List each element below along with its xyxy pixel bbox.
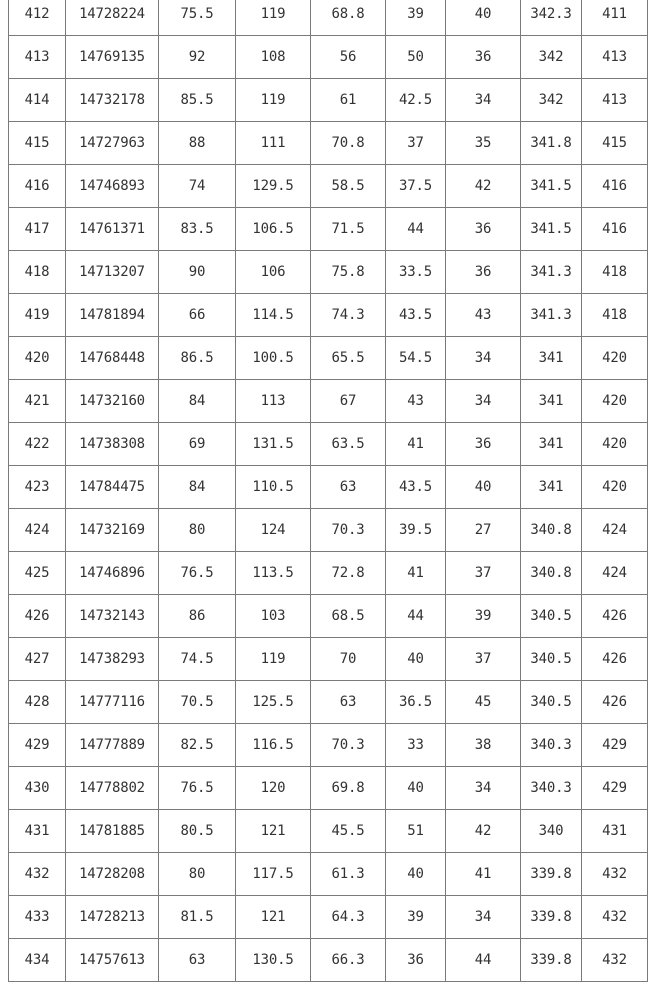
cell-score-2: 121	[236, 896, 311, 939]
cell-score-4: 54.5	[386, 337, 446, 380]
cell-score-1: 84	[159, 380, 236, 423]
cell-total-score: 341.3	[521, 294, 582, 337]
cell-score-2: 116.5	[236, 724, 311, 767]
cell-score-4: 50	[386, 36, 446, 79]
cell-score-2: 117.5	[236, 853, 311, 896]
cell-score-4: 36.5	[386, 681, 446, 724]
cell-score-3: 70.3	[311, 509, 386, 552]
cell-rank: 416	[582, 165, 648, 208]
cell-student-id: 14727963	[66, 122, 159, 165]
cell-score-1: 86.5	[159, 337, 236, 380]
cell-rank: 426	[582, 638, 648, 681]
cell-score-2: 113.5	[236, 552, 311, 595]
cell-score-4: 42.5	[386, 79, 446, 122]
table-row	[9, 853, 648, 896]
cell-rank: 413	[582, 36, 648, 79]
cell-row-number: 426	[9, 595, 66, 638]
cell-row-number: 427	[9, 638, 66, 681]
cell-total-score: 342	[521, 36, 582, 79]
table-row	[9, 896, 648, 939]
cell-score-5: 37	[446, 638, 521, 681]
table-row	[9, 810, 648, 853]
cell-score-5: 34	[446, 79, 521, 122]
cell-score-5: 34	[446, 896, 521, 939]
cell-rank: 429	[582, 724, 648, 767]
cell-score-1: 81.5	[159, 896, 236, 939]
cell-score-4: 40	[386, 767, 446, 810]
cell-student-id: 14732169	[66, 509, 159, 552]
cell-rank: 420	[582, 337, 648, 380]
cell-score-1: 69	[159, 423, 236, 466]
cell-total-score: 340.8	[521, 552, 582, 595]
cell-score-1: 63	[159, 939, 236, 982]
cell-total-score: 341.8	[521, 122, 582, 165]
cell-total-score: 341	[521, 380, 582, 423]
cell-student-id: 14732143	[66, 595, 159, 638]
cell-score-5: 37	[446, 552, 521, 595]
cell-score-1: 88	[159, 122, 236, 165]
table-row	[9, 423, 648, 466]
table-row	[9, 122, 648, 165]
cell-score-5: 34	[446, 337, 521, 380]
cell-row-number: 414	[9, 79, 66, 122]
cell-score-3: 69.8	[311, 767, 386, 810]
cell-score-3: 64.3	[311, 896, 386, 939]
cell-student-id: 14728224	[66, 0, 159, 36]
table-row	[9, 681, 648, 724]
cell-score-5: 36	[446, 36, 521, 79]
table-row	[9, 251, 648, 294]
cell-score-1: 92	[159, 36, 236, 79]
cell-row-number: 424	[9, 509, 66, 552]
table-row	[9, 638, 648, 681]
cell-score-2: 124	[236, 509, 311, 552]
cell-score-4: 39	[386, 896, 446, 939]
cell-rank: 429	[582, 767, 648, 810]
table-row	[9, 294, 648, 337]
cell-score-4: 41	[386, 423, 446, 466]
cell-total-score: 341	[521, 466, 582, 509]
cell-rank: 431	[582, 810, 648, 853]
cell-student-id: 14761371	[66, 208, 159, 251]
cell-row-number: 433	[9, 896, 66, 939]
cell-total-score: 341	[521, 423, 582, 466]
table-row	[9, 208, 648, 251]
cell-student-id: 14713207	[66, 251, 159, 294]
cell-total-score: 339.8	[521, 896, 582, 939]
cell-row-number: 422	[9, 423, 66, 466]
cell-row-number: 434	[9, 939, 66, 982]
score-table-container	[8, 0, 648, 982]
cell-score-2: 121	[236, 810, 311, 853]
cell-student-id: 14781885	[66, 810, 159, 853]
cell-rank: 413	[582, 79, 648, 122]
cell-rank: 420	[582, 380, 648, 423]
cell-score-3: 63	[311, 681, 386, 724]
table-body	[9, 0, 648, 982]
cell-student-id: 14777889	[66, 724, 159, 767]
table-row	[9, 79, 648, 122]
cell-score-1: 80	[159, 853, 236, 896]
cell-total-score: 340.3	[521, 767, 582, 810]
cell-score-1: 74.5	[159, 638, 236, 681]
cell-score-2: 111	[236, 122, 311, 165]
cell-rank: 432	[582, 853, 648, 896]
cell-student-id: 14757613	[66, 939, 159, 982]
cell-score-3: 72.8	[311, 552, 386, 595]
cell-score-4: 44	[386, 208, 446, 251]
cell-score-5: 43	[446, 294, 521, 337]
table-row	[9, 939, 648, 982]
cell-score-2: 114.5	[236, 294, 311, 337]
cell-score-3: 65.5	[311, 337, 386, 380]
cell-row-number: 416	[9, 165, 66, 208]
cell-rank: 420	[582, 423, 648, 466]
table-row	[9, 0, 648, 36]
cell-total-score: 340.5	[521, 681, 582, 724]
cell-score-3: 70.3	[311, 724, 386, 767]
table-row	[9, 767, 648, 810]
cell-score-4: 40	[386, 853, 446, 896]
cell-score-3: 70	[311, 638, 386, 681]
cell-student-id: 14732178	[66, 79, 159, 122]
cell-score-3: 68.5	[311, 595, 386, 638]
cell-total-score: 340.3	[521, 724, 582, 767]
cell-total-score: 340.5	[521, 595, 582, 638]
cell-total-score: 340.5	[521, 638, 582, 681]
cell-row-number: 413	[9, 36, 66, 79]
cell-score-3: 63	[311, 466, 386, 509]
cell-total-score: 339.8	[521, 853, 582, 896]
cell-score-1: 80	[159, 509, 236, 552]
cell-row-number: 419	[9, 294, 66, 337]
cell-score-1: 70.5	[159, 681, 236, 724]
cell-row-number: 431	[9, 810, 66, 853]
cell-score-3: 45.5	[311, 810, 386, 853]
cell-score-3: 58.5	[311, 165, 386, 208]
cell-score-1: 83.5	[159, 208, 236, 251]
cell-score-1: 90	[159, 251, 236, 294]
cell-total-score: 341.5	[521, 208, 582, 251]
cell-row-number: 423	[9, 466, 66, 509]
cell-score-5: 36	[446, 251, 521, 294]
cell-score-4: 36	[386, 939, 446, 982]
cell-score-2: 103	[236, 595, 311, 638]
table-row	[9, 380, 648, 423]
cell-score-1: 66	[159, 294, 236, 337]
cell-rank: 418	[582, 251, 648, 294]
cell-score-5: 34	[446, 767, 521, 810]
cell-total-score: 341	[521, 337, 582, 380]
cell-score-3: 74.3	[311, 294, 386, 337]
cell-score-1: 74	[159, 165, 236, 208]
cell-score-5: 36	[446, 208, 521, 251]
cell-score-2: 110.5	[236, 466, 311, 509]
cell-score-3: 70.8	[311, 122, 386, 165]
cell-score-2: 129.5	[236, 165, 311, 208]
cell-rank: 426	[582, 681, 648, 724]
cell-total-score: 340.8	[521, 509, 582, 552]
cell-score-2: 119	[236, 0, 311, 36]
cell-student-id: 14746896	[66, 552, 159, 595]
cell-student-id: 14728213	[66, 896, 159, 939]
cell-row-number: 428	[9, 681, 66, 724]
cell-score-2: 119	[236, 79, 311, 122]
cell-score-1: 82.5	[159, 724, 236, 767]
cell-row-number: 420	[9, 337, 66, 380]
cell-score-5: 34	[446, 380, 521, 423]
cell-rank: 432	[582, 896, 648, 939]
cell-score-5: 35	[446, 122, 521, 165]
cell-score-5: 39	[446, 595, 521, 638]
cell-rank: 415	[582, 122, 648, 165]
cell-score-4: 44	[386, 595, 446, 638]
cell-score-4: 43.5	[386, 466, 446, 509]
cell-score-5: 41	[446, 853, 521, 896]
cell-student-id: 14769135	[66, 36, 159, 79]
cell-total-score: 342	[521, 79, 582, 122]
cell-rank: 411	[582, 0, 648, 36]
cell-student-id: 14781894	[66, 294, 159, 337]
cell-student-id: 14728208	[66, 853, 159, 896]
table-row	[9, 36, 648, 79]
cell-score-5: 27	[446, 509, 521, 552]
cell-score-4: 39	[386, 0, 446, 36]
cell-score-1: 76.5	[159, 552, 236, 595]
cell-total-score: 340	[521, 810, 582, 853]
cell-rank: 432	[582, 939, 648, 982]
cell-score-1: 86	[159, 595, 236, 638]
cell-score-5: 44	[446, 939, 521, 982]
cell-score-2: 120	[236, 767, 311, 810]
cell-rank: 420	[582, 466, 648, 509]
cell-total-score: 341.3	[521, 251, 582, 294]
cell-score-1: 76.5	[159, 767, 236, 810]
cell-score-4: 33	[386, 724, 446, 767]
cell-score-3: 61.3	[311, 853, 386, 896]
cell-student-id: 14784475	[66, 466, 159, 509]
cell-score-5: 42	[446, 165, 521, 208]
cell-score-1: 85.5	[159, 79, 236, 122]
cell-row-number: 421	[9, 380, 66, 423]
cell-score-4: 43.5	[386, 294, 446, 337]
cell-score-4: 51	[386, 810, 446, 853]
cell-total-score: 342.3	[521, 0, 582, 36]
cell-rank: 416	[582, 208, 648, 251]
cell-score-2: 106.5	[236, 208, 311, 251]
cell-student-id: 14777116	[66, 681, 159, 724]
table-row	[9, 466, 648, 509]
cell-row-number: 417	[9, 208, 66, 251]
cell-score-5: 42	[446, 810, 521, 853]
cell-score-2: 131.5	[236, 423, 311, 466]
cell-score-5: 36	[446, 423, 521, 466]
cell-rank: 424	[582, 509, 648, 552]
cell-score-3: 66.3	[311, 939, 386, 982]
cell-score-5: 45	[446, 681, 521, 724]
cell-student-id: 14778802	[66, 767, 159, 810]
cell-score-3: 75.8	[311, 251, 386, 294]
table-row	[9, 552, 648, 595]
cell-rank: 426	[582, 595, 648, 638]
cell-student-id: 14768448	[66, 337, 159, 380]
cell-row-number: 429	[9, 724, 66, 767]
cell-score-2: 100.5	[236, 337, 311, 380]
cell-score-4: 37	[386, 122, 446, 165]
cell-score-2: 113	[236, 380, 311, 423]
cell-score-3: 61	[311, 79, 386, 122]
cell-score-4: 41	[386, 552, 446, 595]
cell-score-5: 38	[446, 724, 521, 767]
cell-score-3: 56	[311, 36, 386, 79]
cell-score-3: 71.5	[311, 208, 386, 251]
cell-score-4: 33.5	[386, 251, 446, 294]
cell-row-number: 430	[9, 767, 66, 810]
cell-score-4: 37.5	[386, 165, 446, 208]
cell-score-3: 63.5	[311, 423, 386, 466]
cell-score-2: 130.5	[236, 939, 311, 982]
cell-rank: 418	[582, 294, 648, 337]
table-row	[9, 337, 648, 380]
cell-total-score: 339.8	[521, 939, 582, 982]
cell-row-number: 425	[9, 552, 66, 595]
cell-student-id: 14738293	[66, 638, 159, 681]
cell-score-1: 80.5	[159, 810, 236, 853]
cell-total-score: 341.5	[521, 165, 582, 208]
cell-student-id: 14732160	[66, 380, 159, 423]
table-row	[9, 724, 648, 767]
cell-row-number: 415	[9, 122, 66, 165]
cell-score-2: 106	[236, 251, 311, 294]
table-row	[9, 165, 648, 208]
cell-score-4: 39.5	[386, 509, 446, 552]
cell-score-5: 40	[446, 0, 521, 36]
cell-row-number: 412	[9, 0, 66, 36]
cell-score-2: 108	[236, 36, 311, 79]
cell-student-id: 14746893	[66, 165, 159, 208]
cell-student-id: 14738308	[66, 423, 159, 466]
cell-rank: 424	[582, 552, 648, 595]
table-row	[9, 595, 648, 638]
cell-row-number: 418	[9, 251, 66, 294]
cell-row-number: 432	[9, 853, 66, 896]
cell-score-2: 125.5	[236, 681, 311, 724]
cell-score-4: 40	[386, 638, 446, 681]
cell-score-5: 40	[446, 466, 521, 509]
cell-score-1: 84	[159, 466, 236, 509]
cell-score-2: 119	[236, 638, 311, 681]
cell-score-3: 67	[311, 380, 386, 423]
cell-score-1: 75.5	[159, 0, 236, 36]
cell-score-4: 43	[386, 380, 446, 423]
score-table	[8, 0, 648, 982]
cell-score-3: 68.8	[311, 0, 386, 36]
table-row	[9, 509, 648, 552]
